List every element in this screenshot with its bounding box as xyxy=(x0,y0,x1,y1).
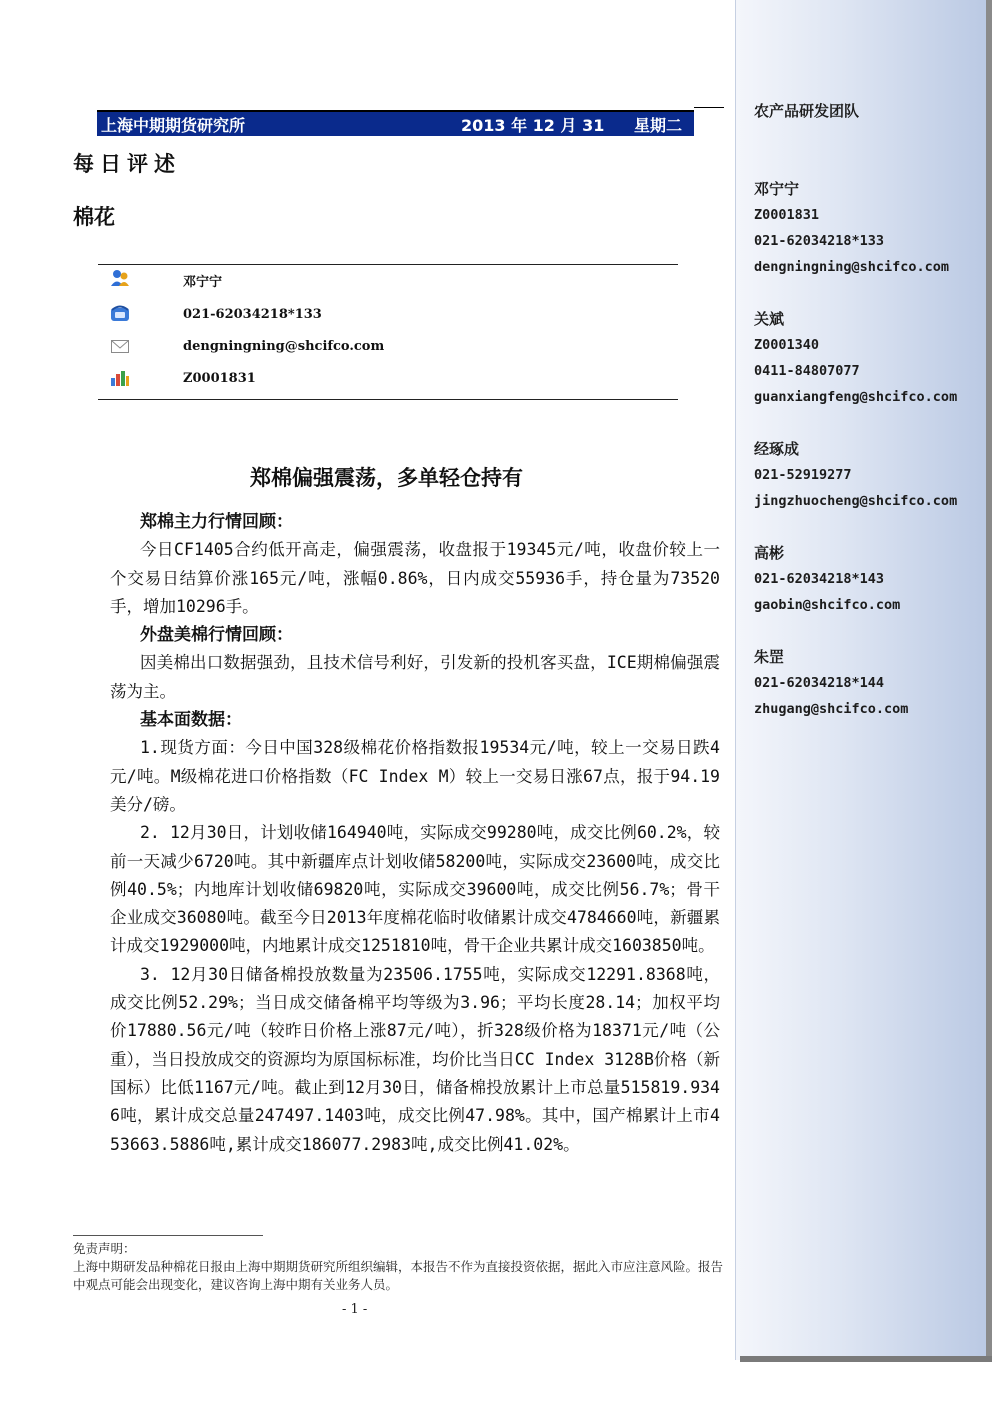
contact-email[interactable]: gaobin@shcifco.com xyxy=(754,597,901,613)
contact-card xyxy=(754,306,957,410)
paragraph: 今日CF1405合约低开高走，偏强震荡，收盘报于19345元/吨，收盘价较上一个交易日结算价涨165元/吨，涨幅0.86%，日内成交55936手，持仓量为73520手，增加10296手。 xyxy=(110,540,720,616)
contact-email[interactable]: zhugang@shcifco.com xyxy=(754,701,909,717)
mail-icon xyxy=(110,337,130,355)
section-heading: 外盘美棉行情回顾： xyxy=(140,625,293,646)
header-date: 2013 年 12 月 31 xyxy=(461,116,605,135)
contact-card xyxy=(754,540,900,618)
contact-license: Z0001831 xyxy=(754,207,820,223)
disclaimer-title: 免责声明： xyxy=(73,1241,136,1256)
bar-chart-icon xyxy=(110,369,130,387)
sidebar-shadow-right xyxy=(986,0,992,1362)
header-rule xyxy=(694,107,724,108)
phone-icon xyxy=(110,305,130,323)
author-info xyxy=(98,264,678,400)
author-license-row xyxy=(98,369,678,393)
sidebar-shadow-bottom xyxy=(740,1356,992,1362)
author-phone: 021-62034218*133 xyxy=(183,307,322,322)
report-body xyxy=(110,508,720,1159)
disclaimer-text: 上海中期研发品种棉花日报由上海中期期货研究所组织编辑，本报告不作为直接投资依据，据此入市应注意风险。报告中观点可能会出现变化，建议咨询上海中期有关业务人员。 xyxy=(73,1259,724,1292)
contact-phone: 021-62034218*143 xyxy=(754,571,885,587)
contact-card xyxy=(754,436,957,514)
footnote-rule xyxy=(73,1235,263,1236)
contact-phone: 0411-84807077 xyxy=(754,363,860,379)
author-phone-row xyxy=(98,305,678,329)
doc-heading: 每日评述 xyxy=(73,152,181,176)
paragraph: 1.现货方面：今日中国328级棉花价格指数报19534元/吨，较上一交易日跌4元/吨。M级棉花进口价格指数（FC Index M）较上一交易日涨67点，报于94.19美分/磅。 xyxy=(110,738,720,814)
section-heading: 基本面数据： xyxy=(140,710,242,731)
contact-name: 朱罡 xyxy=(754,648,785,666)
product-title: 棉花 xyxy=(73,205,115,229)
author-email[interactable]: dengningning@shcifco.com xyxy=(183,339,385,354)
contact-email[interactable]: dengningning@shcifco.com xyxy=(754,259,950,275)
contact-email[interactable]: jingzhuocheng@shcifco.com xyxy=(754,493,958,509)
contact-name: 关斌 xyxy=(754,310,785,328)
user-icon xyxy=(110,269,130,287)
contact-card xyxy=(754,176,949,280)
report-title-text: 郑棉偏强震荡，多单轻仓持有 xyxy=(250,466,523,490)
contact-phone: 021-52919277 xyxy=(754,467,852,483)
contact-name: 经琢成 xyxy=(754,440,800,458)
contact-phone: 021-62034218*133 xyxy=(754,233,885,249)
contact-card xyxy=(754,644,908,722)
author-name-row xyxy=(98,269,678,293)
contact-email[interactable]: guanxiangfeng@shcifco.com xyxy=(754,389,958,405)
paragraph: 2. 12月30日，计划收储164940吨，实际成交99280吨，成交比例60.2%，较前一天减少6720吨。其中新疆库点计划收储58200吨，实际成交23600吨，成交比例40.5%；内地库计划收储69820吨，实际成交39600吨，成交比例56.7%；骨干企业成交36080吨。截至今日2013年度棉花临时收储累计成交4784660吨，新疆累计成交1929000吨，内地累计成交1251810吨，骨干企业共累计成交1603850吨。 xyxy=(110,823,720,956)
paragraph: 因美棉出口数据强劲，且技术信号利好，引发新的投机客买盘，ICE期棉偏强震荡为主。 xyxy=(110,653,720,701)
page-number: - 1 - xyxy=(342,1302,368,1317)
author-license: Z0001831 xyxy=(183,371,256,386)
header-org: 上海中期期货研究所 xyxy=(101,116,246,135)
author-email-row xyxy=(98,337,678,361)
team-title: 农产品研发团队 xyxy=(754,102,860,120)
contact-phone: 021-62034218*144 xyxy=(754,675,885,691)
contact-name: 高彬 xyxy=(754,544,785,562)
section-heading: 郑棉主力行情回顾： xyxy=(140,512,293,532)
contact-name: 邓宁宁 xyxy=(754,180,800,198)
header-weekday: 星期二 xyxy=(634,116,683,135)
disclaimer xyxy=(73,1240,723,1294)
author-name: 邓宁宁 xyxy=(183,275,223,290)
paragraph: 3. 12月30日储备棉投放数量为23506.1755吨，实际成交12291.8368吨，成交比例52.29%；当日成交储备棉平均等级为3.96；平均长度28.14；加权平均价17880.56元/吨（较昨日价格上涨87元/吨），折328级价格为18371元/吨（公重），当日投放成交的资源均为原国标标准，均价比当日CC Index 3128B价格（新国标）比低1167元/吨。截止到12月30日，储备棉投放累计上市总量515819.9346吨，累计成交总量247497.1403吨，成交比例47.98%。其中，国产棉累计上市453663.5886吨,累计成交186077.2983吨,成交比例41.02%。 xyxy=(110,964,720,1154)
contact-license: Z0001340 xyxy=(754,337,820,353)
header-bar xyxy=(97,110,694,136)
